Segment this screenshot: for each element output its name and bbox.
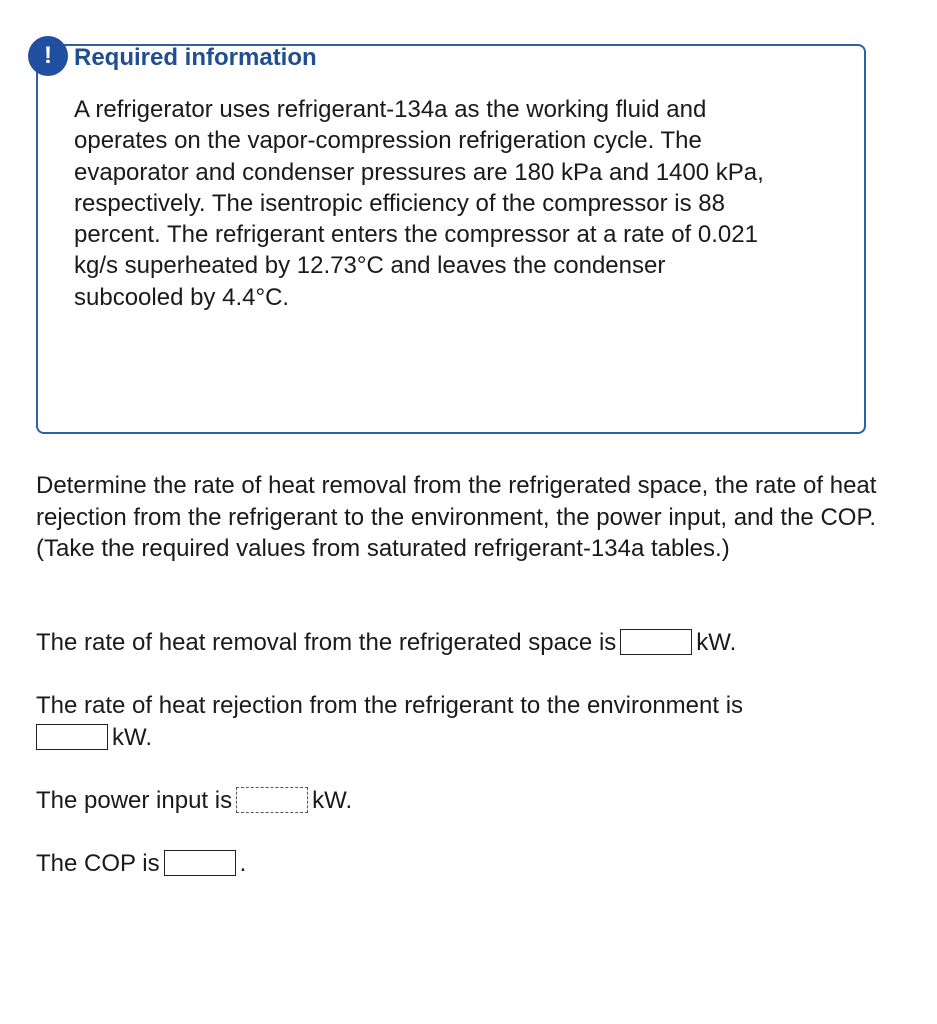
power-input-line: [36, 785, 352, 817]
info-body: A refrigerator uses refrigerant-134a as the working fluid and operates on the vapor-compression refrigeration cycle. The evaporator and condenser pressures are 180 kPa and 1400 kPa, respectively. The isentropic efficiency of the compressor is 88 percent. The refrigerant enters the compressor at a rate of 0.021 kg/s superheated by 12.73°C and leaves the condenser subcooled by 4.4°C.: [74, 96, 764, 311]
power-input-input[interactable]: [236, 787, 308, 813]
heat-rejection-input[interactable]: [36, 724, 108, 750]
heat-removal-label: The rate of heat removal from the refrigerated space is: [36, 629, 617, 656]
alert-icon: !: [28, 36, 68, 76]
heat-rejection-label: The rate of heat rejection from the refrigerant to the environment is: [36, 692, 744, 719]
heat-removal-unit: kW.: [696, 629, 737, 656]
cop-label: The COP is: [36, 850, 160, 877]
heat-removal-input[interactable]: [620, 629, 692, 655]
question-text: Determine the rate of heat removal from the refrigerated space, the rate of heat rejection from the refrigerant to the environment, the power input, and the COP. (Take the required values from saturated refrigerant-134a tables.): [36, 472, 877, 562]
power-input-label: The power input is: [36, 787, 233, 814]
heat-removal-line: [36, 627, 736, 659]
cop-line: [36, 848, 246, 880]
power-input-unit: kW.: [312, 787, 353, 814]
cop-input[interactable]: [164, 850, 236, 876]
heat-rejection-answer-line: [36, 722, 152, 754]
heat-rejection-line: [36, 690, 743, 722]
info-title: Required information: [74, 44, 317, 71]
cop-unit: .: [239, 850, 247, 877]
heat-rejection-unit: kW.: [112, 724, 152, 751]
